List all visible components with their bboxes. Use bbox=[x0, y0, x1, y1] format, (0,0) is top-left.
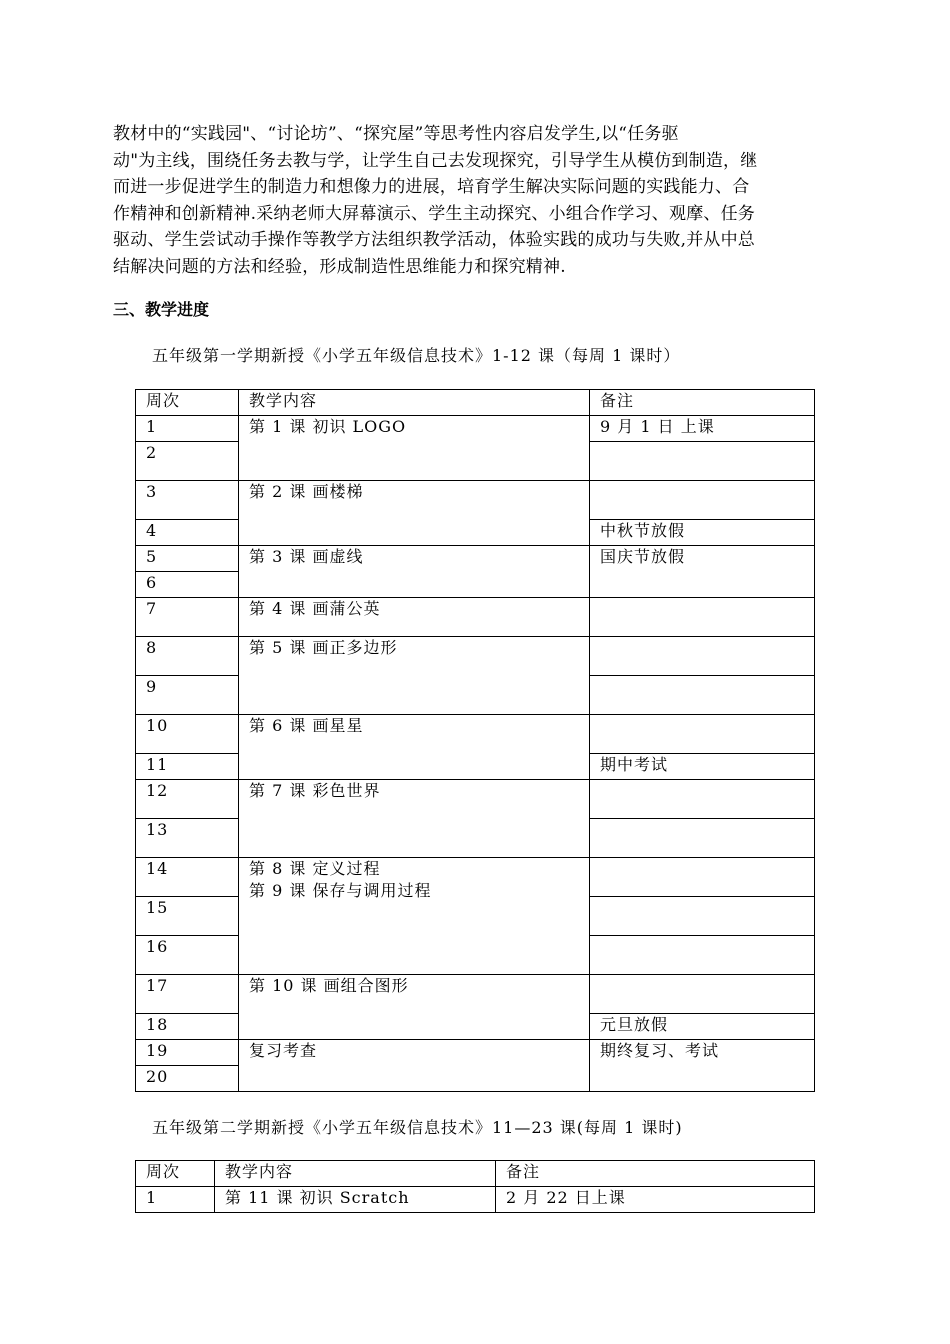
note-cell bbox=[590, 481, 815, 520]
table-row bbox=[136, 858, 815, 897]
intro-line: 动"为主线，围绕任务去教与学，让学生自己去发现探究，引导学生从模仿到制造，继 bbox=[113, 150, 758, 171]
table2-caption: 五年级第二学期新授《小学五年级信息技术》11—23 课(每周 1 课时) bbox=[152, 1118, 683, 1137]
intro-line: 而进一步促进学生的制造力和想像力的进展，培育学生解决实际问题的实践能力、合 bbox=[113, 177, 750, 198]
note-cell bbox=[590, 897, 815, 936]
intro-line: 教材中的“实践园"、“讨论坊”、“探究屋”等思考性内容启发学生,以“任务驱 bbox=[113, 124, 679, 144]
week-cell: 19 bbox=[136, 1040, 239, 1066]
schedule-table-term2 bbox=[135, 1160, 815, 1213]
note-cell bbox=[590, 715, 815, 754]
note-cell bbox=[590, 936, 815, 975]
table-row bbox=[136, 975, 815, 1014]
note-cell: 元旦放假 bbox=[590, 1014, 815, 1040]
note-cell: 9 月 1 日 上课 bbox=[590, 416, 815, 442]
week-cell: 8 bbox=[136, 637, 239, 676]
table-row bbox=[136, 1187, 815, 1213]
header-content: 教学内容 bbox=[239, 390, 590, 416]
note-cell: 2 月 22 日上课 bbox=[496, 1187, 815, 1213]
week-cell: 18 bbox=[136, 1014, 239, 1040]
table-row bbox=[136, 481, 815, 520]
intro-paragraph bbox=[113, 121, 843, 281]
intro-line: 结解决问题的方法和经验，形成制造性思维能力和探究精神. bbox=[113, 256, 566, 277]
note-cell bbox=[590, 676, 815, 715]
content-line: 第 8 课 定义过程 bbox=[249, 859, 381, 878]
note-cell: 中秋节放假 bbox=[590, 520, 815, 546]
week-cell: 7 bbox=[136, 598, 239, 637]
week-cell: 2 bbox=[136, 442, 239, 481]
content-cell: 第 5 课 画正多边形 bbox=[239, 637, 590, 715]
note-cell bbox=[590, 858, 815, 897]
table-row bbox=[136, 715, 815, 754]
table-row bbox=[136, 637, 815, 676]
week-cell: 5 bbox=[136, 546, 239, 572]
note-cell bbox=[590, 780, 815, 819]
week-cell: 15 bbox=[136, 897, 239, 936]
intro-line: 驱动、学生尝试动手操作等教学方法组织教学活动，体验实践的成功与失败,并从中总 bbox=[113, 230, 756, 251]
week-cell: 20 bbox=[136, 1066, 239, 1092]
header-week: 周次 bbox=[136, 1161, 215, 1187]
note-cell bbox=[590, 819, 815, 858]
table-row bbox=[136, 1040, 815, 1066]
week-cell: 9 bbox=[136, 676, 239, 715]
table1-caption: 五年级第一学期新授《小学五年级信息技术》1-12 课（每周 1 课时） bbox=[152, 346, 681, 365]
content-cell: 第 4 课 画蒲公英 bbox=[239, 598, 590, 637]
content-cell: 第 2 课 画楼梯 bbox=[239, 481, 590, 546]
note-cell bbox=[590, 598, 815, 637]
content-line: 第 9 课 保存与调用过程 bbox=[249, 881, 432, 900]
header-note: 备注 bbox=[496, 1161, 815, 1187]
intro-line: 作精神和创新精神.采纳老师大屏幕演示、学生主动探究、小组合作学习、观摩、任务 bbox=[113, 203, 756, 224]
week-cell: 6 bbox=[136, 572, 239, 598]
table-row bbox=[136, 598, 815, 637]
header-content: 教学内容 bbox=[215, 1161, 496, 1187]
table-header-row bbox=[136, 1161, 815, 1187]
table-header-row bbox=[136, 390, 815, 416]
note-cell: 国庆节放假 bbox=[590, 546, 815, 598]
header-week: 周次 bbox=[136, 390, 239, 416]
week-cell: 17 bbox=[136, 975, 239, 1014]
week-cell: 3 bbox=[136, 481, 239, 520]
content-cell: 第 6 课 画星星 bbox=[239, 715, 590, 780]
note-cell bbox=[590, 637, 815, 676]
week-cell: 14 bbox=[136, 858, 239, 897]
section-heading: 三、教学进度 bbox=[113, 300, 210, 319]
note-cell bbox=[590, 442, 815, 481]
week-cell: 11 bbox=[136, 754, 239, 780]
schedule-table-term1 bbox=[135, 389, 815, 1092]
week-cell: 4 bbox=[136, 520, 239, 546]
note-cell bbox=[590, 975, 815, 1014]
content-cell: 第 3 课 画虚线 bbox=[239, 546, 590, 598]
table-row bbox=[136, 416, 815, 442]
week-cell: 16 bbox=[136, 936, 239, 975]
week-cell: 1 bbox=[136, 416, 239, 442]
content-cell: 第 10 课 画组合图形 bbox=[239, 975, 590, 1040]
content-cell: 复习考查 bbox=[239, 1040, 590, 1092]
table-row bbox=[136, 780, 815, 819]
week-cell: 10 bbox=[136, 715, 239, 754]
week-cell: 12 bbox=[136, 780, 239, 819]
content-cell: 第 11 课 初识 Scratch bbox=[215, 1187, 496, 1213]
content-cell: 第 7 课 彩色世界 bbox=[239, 780, 590, 858]
week-cell: 1 bbox=[136, 1187, 215, 1213]
content-cell: 第 1 课 初识 LOGO bbox=[239, 416, 590, 481]
note-cell: 期中考试 bbox=[590, 754, 815, 780]
header-note: 备注 bbox=[590, 390, 815, 416]
week-cell: 13 bbox=[136, 819, 239, 858]
note-cell: 期终复习、考试 bbox=[590, 1040, 815, 1092]
table-row bbox=[136, 546, 815, 572]
content-cell bbox=[239, 858, 590, 975]
